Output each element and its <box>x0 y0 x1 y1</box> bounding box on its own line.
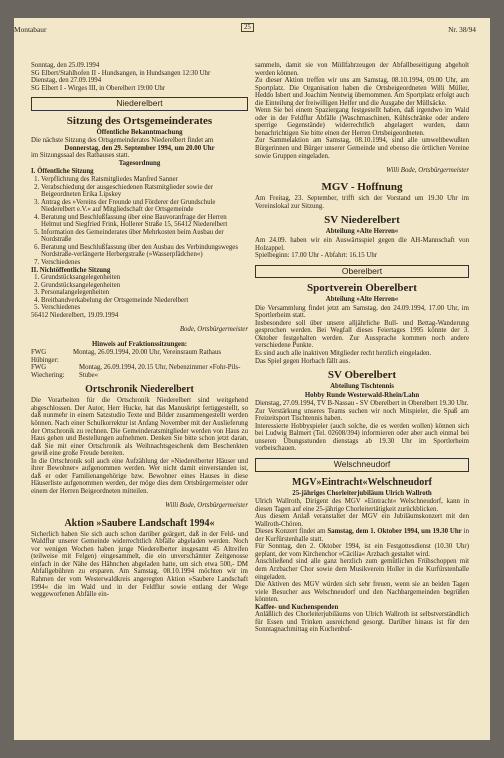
sports-line: SG Elbert I - Wirges III, in Oberelbert 19:00 Uhr <box>31 84 166 92</box>
agenda-heading: Tagesordnung <box>118 159 161 167</box>
faction-meeting: Montag, 26.09.1994, 20.15 Uhr, Nebenzimmer »Fohr-Pils-Stube« <box>79 364 241 379</box>
chronik-text: Die Vorarbeiten für die Ortschronik Niederelbert sind weitgehend abgeschlossen. Der Autor, Herr Hucke, hat das Manuskript fertiggestellt, so daß nunmehr in einem Satzstudio Texte und Bilder zusammengestellt werden können. Nach einer Schulkorrektur ist Anfang November mit der Auslieferung der Ortschronik zu rechnen. Die Gemeinderatsmitglieder werden von Haus zu Haus gehen und Bestellungen aufnehmen. Denken Sie bitte schon jetzt daran, daß Sie mit einer Ortschronik als Weihnachtsgeschenk dem Beschenkten gewiß eine große Freude bereiten. <box>31 397 248 458</box>
heading-kaffee: Kaffee- und Kuchenspenden <box>255 603 339 611</box>
sport-text: Insbesondere soll über unsere alljährliche Bull- und Bettag-Wanderung gesprochen werden. Bei Wegfall dieses Feiertages 1995 könnte der 3. Oktober festgehalten werden. Zur Aussprache kommen noch andere verschiedene Punkte. <box>255 319 469 350</box>
eintracht-text: Ulrich Wallroth, Dirigent des MGV »Eintracht« Welschneudorf, kann in diesen Tagen auf eine 25-jährige Chorleitertätigkeit zurückblicken. <box>255 498 469 513</box>
heading-sportverein: Sportverein Oberelbert <box>307 282 417 295</box>
issue-number: Nr. 38/94 <box>448 25 476 34</box>
dateline: 56412 Niederelbert, 19.09.1994 <box>31 311 119 319</box>
text-span: in der Kurfürstenhalle statt. <box>255 528 469 543</box>
concert-date: Samstag, dem 1. Oktober 1994, um 19.30 Uhr <box>327 528 462 536</box>
chronik-text: In die Ortschronik soll auch eine Aufzählung der »Niederelberter Häuser und ihrer Bewohner« aufgenommen werden. Wer nicht damit einverstanden ist, daß er oder Familienangehörige bzw. Bewohner eines Hauses in diese Häuserliste aufgenommen werden, der möge dies dem Ortsbürgermeister oder einem der Herren Beigeordneten mitteilen. <box>31 457 248 495</box>
faction-meeting: Montag, 26.09.1994, 20.00 Uhr, Vereinsraum Rathaus <box>73 349 222 357</box>
sport-text: Das Spiel gegen Horbach fällt aus. <box>255 357 351 365</box>
faction-row <box>31 349 248 364</box>
heading-mgv-eintracht: MGV»Eintracht«Welschneudorf <box>292 476 432 488</box>
header-town: Montabaur <box>14 25 47 34</box>
list-item: 4. Breitbandverkabelung der Ortsgemeinde Niederelbert <box>41 297 248 305</box>
sports-line: SG Elbert/Stahlhofen II - Hundsangen, in Hundsangen 12:30 Uhr <box>31 69 211 77</box>
kaffee-text: Anläßlich des Chorleiterjubiläums von Ulrich Wallroth ist selbstverständlich für Essen und Trinken ausreichend gesorgt. Darüber hinaus ist für den Sonntagnachmittag ein Kuchenbuf- <box>255 611 469 634</box>
sports-line: Sonntag, den 25.09.1994 <box>31 62 100 69</box>
sv-text: Am 24.09. haben wir ein Auswärtsspiel gegen die AH-Mannschaft von Holzappel. <box>255 236 469 252</box>
intro-text: im Sitzungssaal des Rathauses statt. <box>31 152 130 160</box>
list-item: 2. Grundstücksangelegenheiten <box>41 282 248 290</box>
heading-ortschronik: Ortschronik Niederelbert <box>85 384 194 396</box>
eintracht-text: Aus diesem Anlaß veranstaltet der MGV ein Jubiläumskonzert mit den Wallroth-Chören. <box>255 513 469 528</box>
svo-text: Dienstag, 27.09.1994, TV B-Nassau - SV Oberelbert in Oberelbert 19.30 Uhr. <box>255 400 469 408</box>
subheading-alte-herren: Abteilung »Alte Herren« <box>325 228 399 236</box>
list-item: 4. Beratung und Beschlußfassung über eine Bauvoranfrage der Herren Helmut und Siegfried Frink, Hollerer Straße 15, 56412 Niederelbert <box>41 214 248 229</box>
list-item: 3. Personalangelegenheiten <box>41 289 248 297</box>
list-item: 1. Verpflichtung des Ratsmitgliedes Manfred Sanner <box>41 176 248 184</box>
agenda-list-private <box>31 274 248 312</box>
list-item: 2. Verabschiedung der ausgeschiedenen Ratsmitglieder sowie der Beigeordneten Erika Lipskey <box>41 184 248 199</box>
concert-date-paragraph <box>255 528 469 543</box>
faction-name: FWG Wiechering: <box>31 364 65 379</box>
mgv-text: Am Freitag, 23. September, trifft sich der Vorstand um 19.30 Uhr im Vereinslokal zur Sitzung. <box>255 195 469 210</box>
heading-sv-oberelbert: SV Oberelbert <box>327 369 397 382</box>
public-session-heading: I. Öffentliche Sitzung <box>31 168 94 176</box>
section-box-niederelbert: Niederelbert <box>31 97 248 111</box>
text-span: Dieses Konzert findet am <box>255 528 328 536</box>
section-box-welschneudorf: Welschneudorf <box>255 458 469 472</box>
subheading-tischtennis: Abteilung Tischtennis <box>330 383 394 391</box>
list-item: 6. Beratung und Beschlußfassung über den Ausbau des Verbindungsweges Nordstraße-verlängerte Herbergstraße (»Wasserpfädchen«) <box>41 244 248 259</box>
subheading-alte-herren: Abteilung »Alte Herren« <box>325 296 399 304</box>
sports-line: Dienstag, den 27.09.1994 <box>31 77 102 85</box>
svo-text: Interessierte Hobbyspieler (auch solche, die es werden wollen) können sich bei Ludwig Balmert (Tel. 02608/394) informieren oder aber auch einmal bei unseren Übungsstunden dienstags ab 19.30 Uhr im Sportlerheim vorbeischauen. <box>255 422 469 453</box>
signature: Willi Bode, Ortsbürgermeister <box>386 166 469 174</box>
page-number: 25 <box>241 23 254 32</box>
meeting-date: Donnerstag, den 29. September 1994, um 20.00 Uhr <box>64 144 215 152</box>
heading-mgv-hoffnung: MGV - Hoffnung <box>321 181 403 194</box>
svo-text: Zur Verstärkung unseres Teams suchen wir noch Mitspieler, die Spaß am Freizeitsport Tischtennis haben. <box>255 407 469 423</box>
sport-text: Die Versammlung findet jetzt am Samstag, den 24.09.1994, 17.00 Uhr, im Sportlerheim statt. <box>255 304 469 320</box>
faction-name: FWG Hübinger: <box>31 349 59 364</box>
eintracht-text: Die Aktiven des MGV würden sich sehr freuen, wenn sie an beiden Tagen viele Besucher aus Welschneudorf und den Nachbargemeinden begrüßen könnten. <box>255 581 469 604</box>
private-session-heading: II. Nichtöffentliche Sitzung <box>31 266 111 274</box>
eintracht-text: Für Sonntag, den 2. Oktober 1994, ist ein Festgottesdienst (10.30 Uhr) geplant, der vom Kirchenchor »Cäcilia« Arzbach gestaltet wird. <box>255 543 469 558</box>
continued-text: Zur Sammelaktion am Samstag, 08.10.1994, sind alle umweltbewußten Bürgerinnen und Bürger unserer Gemeinde und ebenso die örtlichen Vereine sowie Gruppen eingeladen. <box>255 137 469 160</box>
subheading-hobby-runde: Hobby Runde Westerwald-Rhein/Lahn <box>304 391 420 399</box>
list-item: 5. Information des Gemeinderates über Mehrkosten beim Ausbau der Nordstraße <box>41 229 248 244</box>
heading-aktion: Aktion »Saubere Landschaft 1994« <box>64 517 215 529</box>
heading-hinweis: Hinweis auf Fraktionssitzungen: <box>91 340 188 348</box>
signature: Bode, Ortsbürgermeister <box>179 326 248 334</box>
continued-text: sammeln, damit sie von Müllfahrzeugen der Abfallbeseitigung abgeholt werden können. <box>255 62 469 77</box>
subheading-jubilaeum: 25-jähriges Chorleiterjubiläum Ulrich Wallroth <box>292 489 432 497</box>
intro-text: Die nächste Sitzung des Ortsgemeinderates Niederelbert findet am <box>31 137 214 145</box>
faction-row <box>31 364 248 379</box>
left-column <box>31 62 248 599</box>
aktion-text: Sicherlich haben Sie sich auch schon darüber geärgert, daß in der Feld- und Waldflur unserer Gemeinde widerrechtlich Abfälle abgeladen werden. Noch vor wenigen Wochen haben junge Niederelberter insgesamt 45 Altreifen (teilweise mit Felgen) eingesammelt, die ein unverschämter Zeitgenosse einfach in der Nähe des Hähnchen abgeladen hatte, um sich etwa 500,- DM Abfallgebühren zu ersparen. Am Samstag, 08.10.1994 möchten wir im Rahmen der vom Westerwaldkreis angeregten Aktion »Saubere Landschaft 1994« die im Wald und in der Feldflur sowie entlang der Wege weggeworfenen Abfälle ein- <box>31 530 248 599</box>
heading-sitzung: Sitzung des Ortsgemeinderates <box>66 114 213 127</box>
list-item: 3. Antrag des »Vereins der Freunde und Förderer der Grundschule Niederelbert e.V.« auf Mitgliedschaft der Ortsgemeinde <box>41 199 248 214</box>
sport-text: Es sind auch alle inaktiven Mitglieder recht herzlich eingeladen. <box>255 350 432 357</box>
signature: Willi Bode, Ortsbürgermeister <box>165 502 248 510</box>
agenda-list-public <box>31 176 248 267</box>
heading-sv-niederelbert: SV Niederelbert <box>324 214 400 227</box>
subheading-bekanntmachung: Öffentliche Bekanntmachung <box>96 128 183 136</box>
list-item: 1. Grundstücksangelegenheiten <box>41 274 248 282</box>
section-box-oberelbert: Oberelbert <box>255 265 469 279</box>
list-item: 7. Verschiedenes <box>41 259 248 267</box>
right-column <box>255 62 469 634</box>
continued-text: Zu dieser Aktion treffen wir uns am Samstag, 08.10.1994, 09.00 Uhr, am Sportplatz. Die Organisation haben die Ortsbeigeordneten Willi Müller, Heddo Isbert und Joachim Nentwig übernommen. Am Sportplatz erfolgt auch die Einteilung der freiwilligen Helfer und die Ausgabe der Müllsäcke. <box>255 77 469 107</box>
eintracht-text: Anschließend sind alle ganz herzlich zum gemütlichen Frühschoppen mit dem Arzbacher Chor sowie dem Musikverein Holler in die Kurfürstenhalle eingeladen. <box>255 558 469 581</box>
continued-text: Wenn Sie bei einem Spaziergang festgestellt haben, daß irgendwo im Wald oder in der Feldflur Abfälle (Waschmaschinen, Kühlschränke oder andere sperrige Gegenstände) widerrechtlich abgelagert wurden, dann benachrichtigen Sie bitte einen der Herren Ortsbeigeordneten. <box>255 107 469 137</box>
sv-text: Spielbeginn: 17.00 Uhr - Abfahrt: 16.15 Uhr <box>255 252 378 260</box>
list-item: 5. Verschiedenes <box>41 304 248 312</box>
